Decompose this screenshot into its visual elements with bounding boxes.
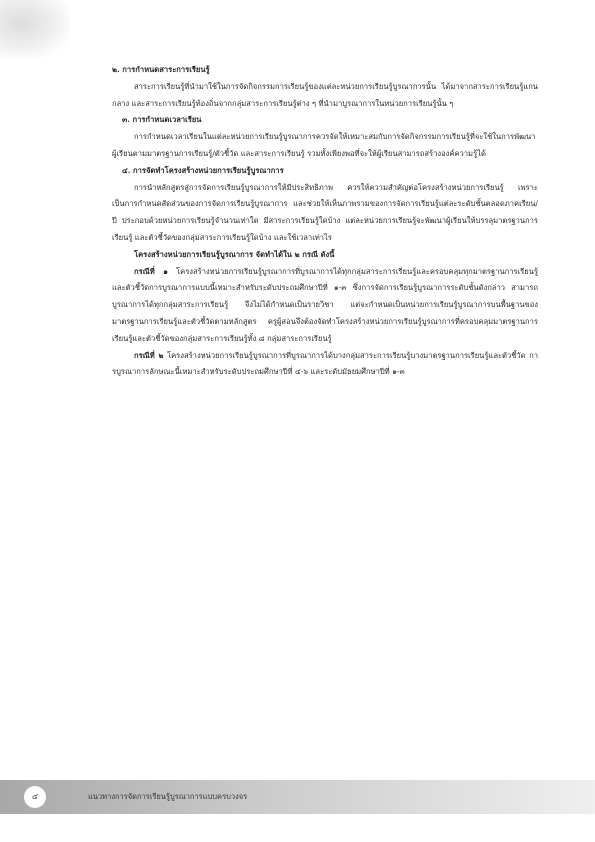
section-2-heading: ๒. การกำหนดสาระการเรียนรู้ [112, 65, 210, 74]
page-body [112, 62, 538, 381]
case-1-label: กรณีที่ ๑ [134, 266, 168, 276]
page-number: ๔ [24, 786, 46, 808]
footer-title: แนวทางการจัดการเรียนรู้บูรณาการแบบครบวงจร [88, 792, 248, 801]
case-1-body: โครงสร้างหน่วยการเรียนรู้บูรณาการที่บูรณาการได้ทุกกลุ่มสาระการเรียนรู้และครอบคลุมทุกมาตรฐานการเรียนรู้และตัวชี้วัดการบูรณาการแบบนี้เหมาะสำหรับระดับประถมศึกษาปีที่ ๑-๓ ซึ่งการจัดการเรียนรู้บูรณาการระดับชั้นดังกล่าว สามารถบูรณาการได้ทุกกลุ่มสาระการเรียนรู้ จึงไม่ได้กำหนดเป็นรายวิชา แต่จะกำหนดเป็นหน่วยการเรียนรู้บูรณาการบนพื้นฐานของมาตรฐานการเรียนรู้และตัวชี้วัดตามหลักสูตร ครูผู้สอนจึงต้องจัดทำโครงสร้างหน่วยการเรียนรู้บูรณาการที่ครอบคลุมมาตรฐานการเรียนรู้และตัวชี้วัดของกลุ่มสาระการเรียนรู้ทั้ง ๘ กลุ่มสาระการเรียนรู้ [112, 266, 538, 343]
case-1-paragraph [112, 264, 538, 348]
section-2-body: สาระการเรียนรู้ที่นำมาใช้ในการจัดกิจกรรมการเรียนรู้ของแต่ละหน่วยการเรียนรู้บูรณาการนั้น ได้มาจากสาระการเรียนรู้แกนกลาง และสาระการเรียนรู้ท้องถิ่นจากกลุ่มสาระการเรียนรู้ต่าง ๆ ที่นำมาบูรณาการในหน่วยการเรียนรู้นั้น ๆ [112, 81, 538, 108]
structure-heading: โครงสร้างหน่วยการเรียนรู้บูรณาการ จัดทำได้ใน ๒ กรณี ดังนี้ [134, 249, 335, 259]
case-2-label: กรณีที่ ๒ [134, 350, 164, 360]
section-4-body: การนำหลักสูตรสู่การจัดการเรียนรู้บูรณาการให้มีประสิทธิภาพ ควรให้ความสำคัญต่อโครงสร้างหน่วยการเรียนรู้ เพราะเป็นการกำหนดสัดส่วนของการจัดการเรียนรู้บูรณาการ และช่วยให้เห็นภาพรวมของการจัดการเรียนรู้แต่ละระดับชั้นตลอดภาคเรียน/ปี ประกอบด้วยหน่วยการเรียนรู้จำนวนเท่าใด มีสาระการเรียนรู้ใดบ้าง แต่ละหน่วยการเรียนรู้จะพัฒนาผู้เรียนให้บรรลุมาตรฐานการเรียนรู้ และตัวชี้วัดของกลุ่มสาระการเรียนรู้ใดบ้าง และใช้เวลาเท่าไร [112, 182, 538, 242]
corner-decoration-image [0, 0, 70, 58]
section-3-heading: ๓. การกำหนดเวลาเรียน [122, 115, 202, 125]
case-2-body: โครงสร้างหน่วยการเรียนรู้บูรณาการที่บูรณาการได้บางกลุ่มสาระการเรียนรู้บางมาตรฐานการเรียนรู้และตัวชี้วัด การบูรณาการลักษณะนี้เหมาะสำหรับระดับประถมศึกษาปีที่ ๔-๖ และระดับมัธยมศึกษาปีที่ ๑-๓ [112, 350, 538, 377]
case-2-paragraph [112, 348, 538, 382]
section-4-heading: ๔. การจัดทำโครงสร้างหน่วยการเรียนรู้บูรณาการ [122, 165, 284, 175]
section-3-body: การกำหนดเวลาเรียนในแต่ละหน่วยการเรียนรู้บูรณาการควรจัดให้เหมาะสมกับการจัดกิจกรรมการเรียนรู้ที่จะใช้ในการพัฒนาผู้เรียนตามมาตรฐานการเรียนรู้/ตัวชี้วัด และสาระการเรียนรู้ รวมทั้งเพียงพอที่จะให้ผู้เรียนสามารถสร้างองค์ความรู้ได้ [112, 132, 536, 158]
